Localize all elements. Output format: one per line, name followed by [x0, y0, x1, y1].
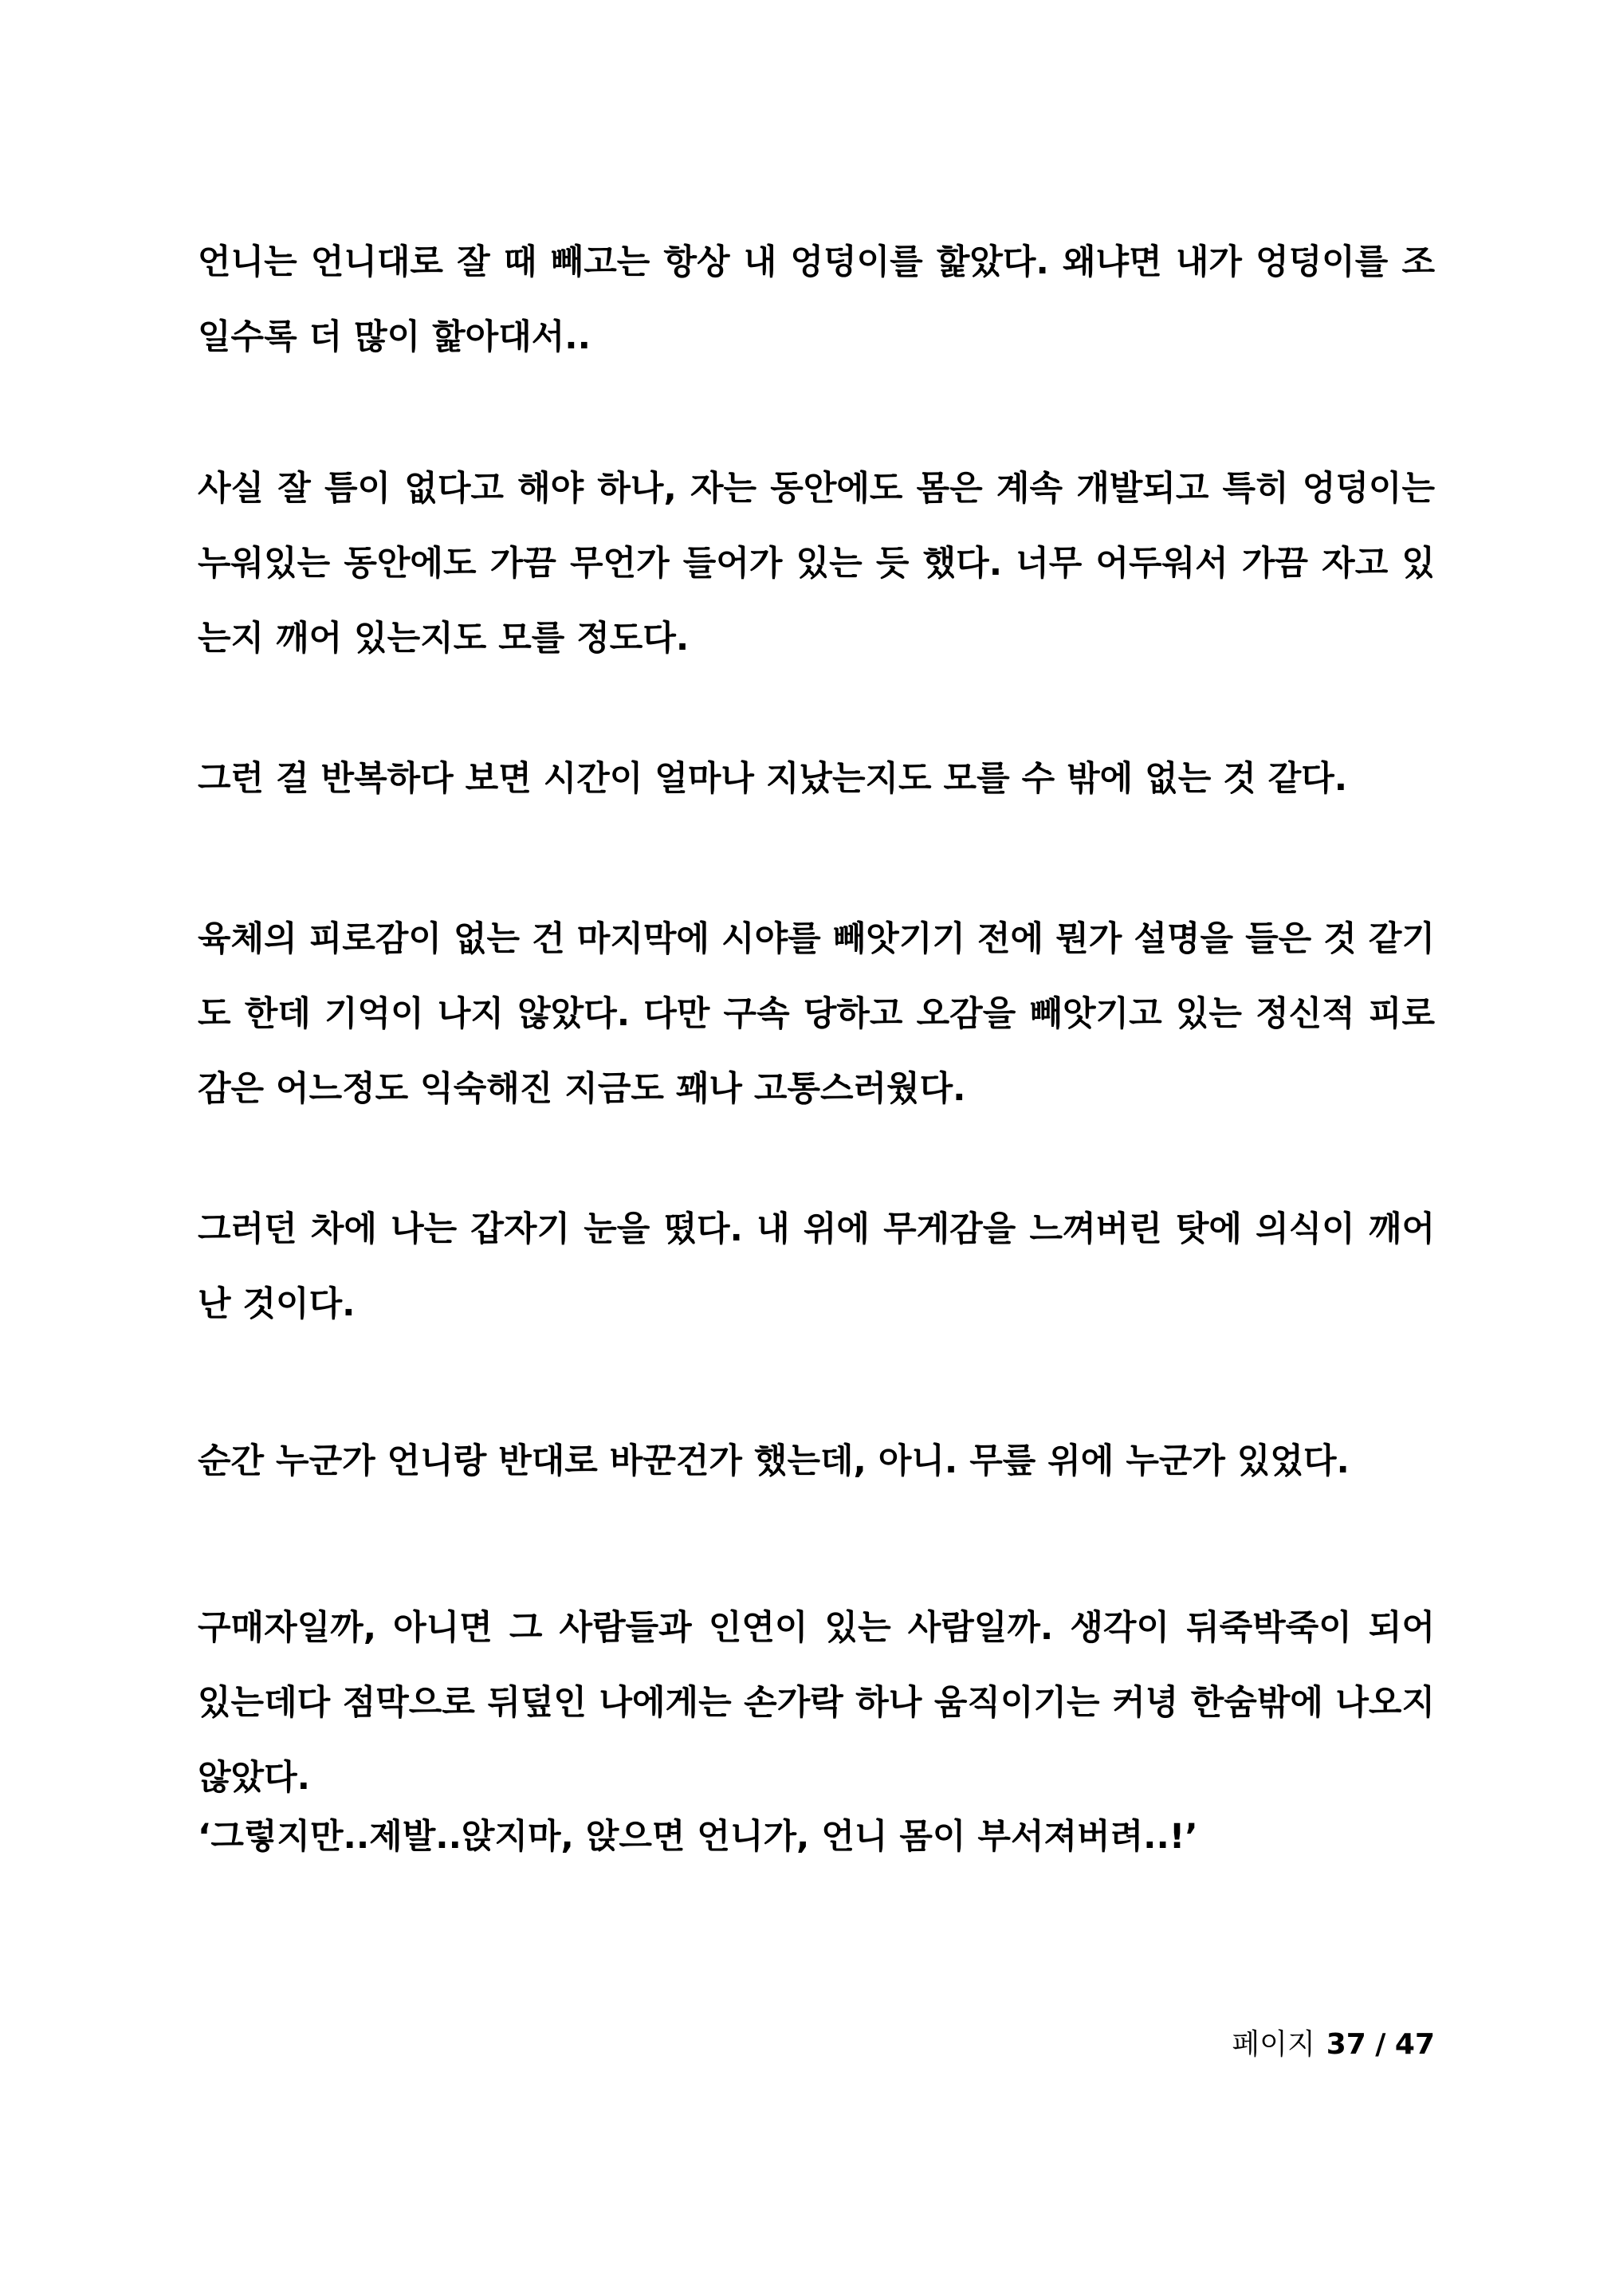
paragraph-3: 그런 걸 반복하다 보면 시간이 얼마나 지났는지도 모를 수 밖에 없는 것 같다. — [198, 759, 1348, 799]
paragraph-6: 순간 누군가 언니랑 반대로 바꾼건가 했는데, 아니. 무릎 위에 누군가 있었다. — [198, 1441, 1350, 1481]
current-page-number: 37 — [1326, 2028, 1366, 2061]
quote-line: ‘그렇지만..제발..앉지마, 앉으면 언니가, 언니 몸이 부서져버려..!’ — [198, 1817, 1198, 1857]
total-page-number: 47 — [1394, 2028, 1435, 2061]
paragraph-7: 구매자일까, 아니면 그 사람들과 인연이 있는 사람일까. 생각이 뒤죽박죽이 되어 있는데다 점막으로 뒤덮인 나에게는 손가락 하나 움직이기는 커녕 한숨밖에 나오지 않았다. — [198, 1608, 1435, 1798]
paragraph-1: 언니는 언니대로 잘 때 빼고는 항상 내 엉덩이를 핥았다. 왜냐면 내가 엉덩이를 조일수록 더 많이 핥아대서.. — [198, 242, 1435, 357]
paragraph-5: 그러던 차에 나는 갑자기 눈을 떴다. 내 위에 무게감을 느껴버린 탓에 의식이 깨어난 것이다. — [198, 1209, 1435, 1324]
page-number-footer — [1232, 2025, 1435, 2065]
paragraph-4: 육체의 피로감이 없는 건 마지막에 시야를 빼앗기기 전에 뭔가 설명을 들은 것 같기도 한데 기억이 나지 않았다. 다만 구속 당하고 오감을 빼앗기고 있는 정신적 피로감은 어느정도 익숙해진 지금도 꽤나 고통스러웠다. — [198, 919, 1435, 1109]
page-separator: / — [1375, 2028, 1386, 2061]
page-label: 페이지 — [1232, 2028, 1315, 2061]
paragraph-2: 사실 잘 틈이 없다고 해야 하나, 자는 동안에도 몸은 계속 개발되고 특히 엉덩이는 누워있는 동안에도 가끔 무언가 들어가 있는 듯 했다. 너무 어두워서 가끔 자고 있는지 깨어 있는지도 모를 정도다. — [198, 469, 1435, 659]
